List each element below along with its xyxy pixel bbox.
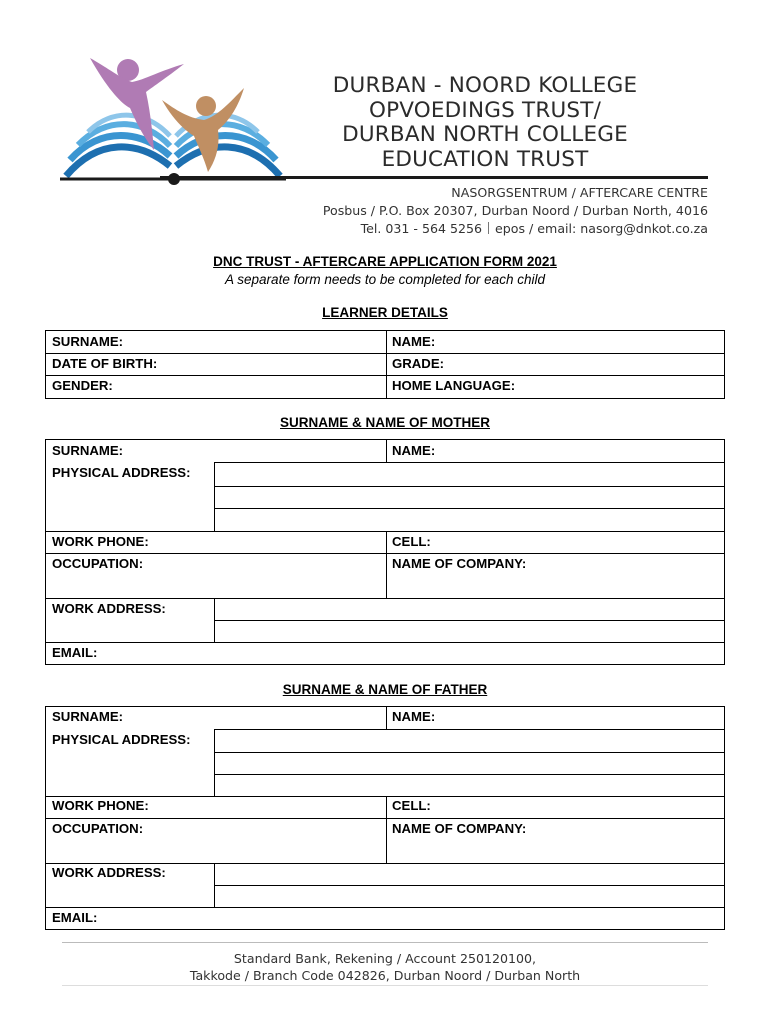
bank-details	[0, 950, 770, 984]
child-figure-icon	[162, 88, 244, 172]
org-name-line: DURBAN NORTH COLLEGE	[342, 122, 628, 147]
father-email-label: EMAIL:	[52, 910, 98, 925]
learner-dob-label: DATE OF BIRTH:	[52, 356, 158, 371]
organization-name	[300, 74, 670, 172]
row-divider	[46, 818, 724, 819]
father-name-field[interactable]	[446, 707, 722, 729]
mother-address-line-1[interactable]	[216, 463, 722, 486]
footer-divider-bottom	[62, 985, 708, 986]
mother-heading: SURNAME & NAME OF MOTHER	[280, 415, 490, 430]
column-divider	[386, 331, 387, 398]
org-name-line: OPVOEDINGS TRUST/	[368, 97, 602, 123]
learner-details-heading: LEARNER DETAILS	[322, 305, 448, 320]
bank-account: Standard Bank, Rekening / Account 250120100,	[233, 951, 537, 966]
mother-cell-label: CELL:	[392, 534, 431, 549]
branch-code: Takkode / Branch Code 042826, Durban Noord / Durban North	[189, 968, 581, 983]
father-work-address-line-1[interactable]	[216, 864, 722, 885]
mother-occupation-label: OCCUPATION:	[52, 556, 144, 571]
father-work-phone-field[interactable]	[166, 796, 384, 818]
mother-address-line-3[interactable]	[216, 509, 722, 531]
learner-surname-field[interactable]	[136, 331, 384, 353]
mother-company-label: NAME OF COMPANY:	[392, 556, 527, 571]
father-cell-field[interactable]	[446, 796, 722, 818]
learner-home-language-label: HOME LANGUAGE:	[392, 378, 516, 393]
row-divider	[46, 553, 724, 554]
father-company-label: NAME OF COMPANY:	[392, 821, 527, 836]
mother-details-table	[45, 439, 725, 665]
learner-home-language-field[interactable]	[536, 375, 722, 397]
father-work-address-label: WORK ADDRESS:	[52, 865, 166, 880]
mother-company-field[interactable]	[388, 573, 722, 598]
mother-address-line-2[interactable]	[216, 487, 722, 508]
mother-name-field[interactable]	[446, 440, 722, 462]
father-name-label: NAME:	[392, 709, 436, 724]
learner-details-table	[45, 330, 725, 399]
learner-grade-field[interactable]	[456, 353, 722, 375]
father-work-address-line-2[interactable]	[216, 886, 722, 907]
learner-name-field[interactable]	[446, 331, 722, 353]
mother-work-phone-field[interactable]	[166, 531, 384, 553]
centre-name: NASORGSENTRUM / AFTERCARE CENTRE	[451, 185, 708, 200]
book-icon	[60, 115, 286, 185]
father-occupation-field[interactable]	[166, 818, 384, 863]
mother-work-phone-label: WORK PHONE:	[52, 534, 149, 549]
father-email-field[interactable]	[116, 908, 722, 929]
father-cell-label: CELL:	[392, 798, 431, 813]
trust-logo	[58, 48, 288, 188]
column-divider	[386, 796, 387, 863]
form-subtitle: A separate form needs to be completed for each child	[225, 272, 545, 287]
mother-name-label: NAME:	[392, 443, 436, 458]
father-address-line-1[interactable]	[216, 730, 722, 752]
mother-occupation-field[interactable]	[166, 553, 384, 598]
father-physical-address-label: PHYSICAL ADDRESS:	[52, 732, 191, 747]
column-divider	[386, 531, 387, 598]
mother-physical-address-label: PHYSICAL ADDRESS:	[52, 465, 191, 480]
org-name-line: DURBAN - NOORD KOLLEGE	[332, 73, 638, 98]
learner-dob-field[interactable]	[176, 353, 384, 375]
learner-gender-field[interactable]	[126, 375, 384, 397]
learner-gender-label: GENDER:	[52, 378, 113, 393]
father-occupation-label: OCCUPATION:	[52, 821, 144, 836]
mother-work-address-line-1[interactable]	[216, 599, 722, 620]
mother-work-address-label: WORK ADDRESS:	[52, 601, 166, 616]
father-work-phone-label: WORK PHONE:	[52, 798, 149, 813]
father-heading: SURNAME & NAME OF FATHER	[282, 682, 488, 697]
father-details-table	[45, 706, 725, 930]
contact-block	[323, 184, 708, 238]
mother-surname-field[interactable]	[136, 440, 384, 462]
mother-cell-field[interactable]	[446, 531, 722, 553]
mother-email-field[interactable]	[116, 643, 722, 664]
column-divider	[214, 729, 215, 796]
learner-name-label: NAME:	[392, 334, 436, 349]
learner-grade-label: GRADE:	[392, 356, 445, 371]
father-surname-field[interactable]	[136, 707, 384, 729]
contact-line	[323, 220, 708, 238]
father-surname-label: SURNAME:	[52, 709, 124, 724]
column-divider	[214, 462, 215, 531]
column-divider	[386, 440, 387, 462]
mother-email-label: EMAIL:	[52, 645, 98, 660]
father-address-line-2[interactable]	[216, 753, 722, 774]
mother-work-address-line-2[interactable]	[216, 621, 722, 642]
header-divider	[160, 176, 708, 179]
postal-address: Posbus / P.O. Box 20307, Durban Noord / Durban North, 4016	[322, 203, 708, 218]
form-title: DNC TRUST - AFTERCARE APPLICATION FORM 2021	[213, 254, 557, 269]
father-address-line-3[interactable]	[216, 775, 722, 796]
separator	[488, 222, 489, 234]
column-divider	[386, 707, 387, 729]
org-name-line: EDUCATION TRUST	[381, 146, 589, 172]
learner-surname-label: SURNAME:	[52, 334, 124, 349]
footer-divider	[62, 942, 708, 943]
father-company-field[interactable]	[388, 838, 722, 863]
email-address: epos / email: nasorg@dnkot.co.za	[495, 221, 708, 236]
telephone: Tel. 031 - 564 5256	[360, 221, 483, 236]
mother-surname-label: SURNAME:	[52, 443, 124, 458]
